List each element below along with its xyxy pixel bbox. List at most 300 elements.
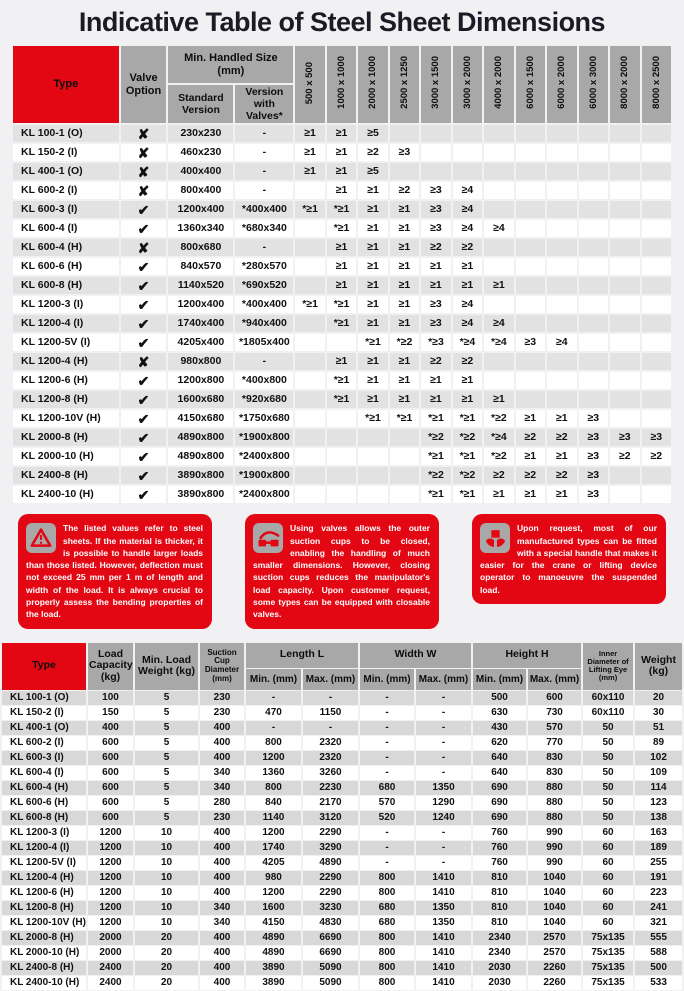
type-cell: KL 400-1 (O): [13, 163, 119, 180]
sheet-count-cell: [547, 144, 576, 161]
type-cell: KL 600-4 (H): [13, 239, 119, 256]
sheet-count-cell: [642, 296, 672, 313]
size-column-label: 3000 x 1500: [430, 56, 442, 110]
sheet-count-cell: [579, 277, 608, 294]
version-with-valves-cell: -: [235, 125, 293, 142]
spec-value-cell: 5: [135, 781, 198, 795]
spec-value-cell: 1040: [528, 916, 581, 930]
spec-value-cell: 600: [88, 736, 133, 750]
sheet-count-cell: ≥1: [358, 391, 387, 408]
sheet-count-cell: ≥1: [358, 182, 387, 199]
sheet-count-cell: [327, 467, 356, 484]
spec-value-cell: 800: [360, 931, 414, 945]
spec-value-cell: 20: [135, 961, 198, 975]
sheet-count-cell: *≥1: [327, 220, 356, 237]
spec-value-cell: 400: [200, 721, 244, 735]
sheet-count-cell: [327, 410, 356, 427]
spec-value-cell: 2000: [88, 946, 133, 960]
sheet-count-cell: ≥1: [390, 277, 419, 294]
sheet-count-cell: ≥1: [327, 182, 356, 199]
version-with-valves-cell: *1900x800: [235, 429, 293, 446]
sheet-count-cell: [484, 144, 513, 161]
sheet-count-cell: [579, 182, 608, 199]
spec-value-cell: 400: [200, 886, 244, 900]
version-with-valves-header: Version with Valves*: [235, 85, 293, 123]
spec-value-cell: 1240: [416, 811, 471, 825]
sheet-count-cell: [642, 239, 672, 256]
sheet-count-cell: [295, 239, 324, 256]
spec-value-cell: 1200: [88, 871, 133, 885]
spec-value-cell: 2170: [303, 796, 358, 810]
type-cell: KL 1200-10V (H): [2, 916, 86, 930]
type-cell: KL 600-4 (I): [13, 220, 119, 237]
sheet-count-cell: ≥3: [610, 429, 639, 446]
size-column-header: [484, 46, 513, 123]
sheet-count-cell: ≥3: [579, 467, 608, 484]
sheet-count-cell: [642, 467, 672, 484]
spec-value-cell: 50: [583, 721, 633, 735]
spec-value-cell: 2570: [528, 946, 581, 960]
spec-value-cell: 60: [583, 901, 633, 915]
table-row: [13, 144, 671, 161]
spec-value-cell: 830: [528, 751, 581, 765]
table-row: [2, 931, 682, 945]
sheet-count-cell: [516, 163, 545, 180]
size-column-header: [516, 46, 545, 123]
sheet-count-cell: ≥2: [516, 467, 545, 484]
valve-check-icon: ✔: [121, 201, 167, 218]
standard-version-cell: 230x230: [168, 125, 233, 142]
sheet-count-cell: [579, 315, 608, 332]
length-max-header: Max. (mm): [303, 669, 358, 690]
spec-value-cell: 5: [135, 706, 198, 720]
sheet-count-cell: [295, 258, 324, 275]
spec-value-cell: 114: [635, 781, 682, 795]
valve-check-icon: ✔: [121, 448, 167, 465]
sheet-count-cell: [642, 163, 672, 180]
sheet-count-cell: ≥3: [579, 410, 608, 427]
spec-value-cell: 20: [135, 946, 198, 960]
sheet-count-cell: ≥1: [358, 258, 387, 275]
spec-value-cell: 880: [528, 796, 581, 810]
size-column-label: 2000 x 1000: [367, 56, 379, 110]
spec-value-cell: 60: [583, 871, 633, 885]
spec-value-cell: 123: [635, 796, 682, 810]
type-cell: KL 2400-8 (H): [13, 467, 119, 484]
spec-value-cell: 400: [200, 946, 244, 960]
sheet-count-cell: ≥2: [453, 353, 482, 370]
version-with-valves-cell: *940x400: [235, 315, 293, 332]
sheet-count-cell: [610, 353, 639, 370]
sheet-count-cell: [484, 372, 513, 389]
spec-value-cell: -: [246, 691, 301, 705]
bottom-header-row-main: [2, 643, 682, 668]
sheet-count-cell: ≥4: [453, 201, 482, 218]
version-with-valves-cell: -: [235, 163, 293, 180]
sheet-count-cell: [358, 429, 387, 446]
sheet-count-cell: [642, 125, 672, 142]
top-table-body: [13, 125, 671, 503]
standard-version-cell: 1140x520: [168, 277, 233, 294]
spec-value-cell: 1200: [88, 826, 133, 840]
sheet-count-cell: [579, 239, 608, 256]
valve-check-icon: ✔: [121, 315, 167, 332]
type-cell: KL 100-1 (O): [2, 691, 86, 705]
sheet-count-cell: ≥1: [358, 296, 387, 313]
table-row: [13, 410, 671, 427]
sheet-count-cell: *≥1: [453, 448, 482, 465]
sheet-count-cell: [484, 296, 513, 313]
spec-value-cell: 75x135: [583, 931, 633, 945]
type-cell: KL 1200-4 (I): [2, 841, 86, 855]
sheet-count-cell: ≥1: [295, 163, 324, 180]
version-with-valves-cell: *920x680: [235, 391, 293, 408]
spec-value-cell: 75x135: [583, 976, 633, 990]
notes-row: [0, 514, 684, 629]
spec-value-cell: 600: [88, 811, 133, 825]
spec-value-cell: 1040: [528, 886, 581, 900]
width-group-header: Width W: [360, 643, 471, 668]
version-with-valves-cell: *400x800: [235, 372, 293, 389]
spec-value-cell: 600: [88, 751, 133, 765]
sheet-count-cell: [516, 258, 545, 275]
spec-value-cell: 109: [635, 766, 682, 780]
standard-version-cell: 1600x680: [168, 391, 233, 408]
sheet-count-cell: *≥2: [453, 467, 482, 484]
sheet-count-cell: [421, 163, 450, 180]
sheet-count-cell: *≥2: [390, 334, 419, 351]
bottom-table-body: [2, 691, 682, 990]
spec-value-cell: 800: [360, 976, 414, 990]
type-cell: KL 1200-10V (H): [13, 410, 119, 427]
spec-value-cell: 75x135: [583, 961, 633, 975]
type-cell: KL 100-1 (O): [13, 125, 119, 142]
spec-value-cell: 600: [88, 796, 133, 810]
sheet-count-cell: [610, 201, 639, 218]
sheet-count-cell: [295, 277, 324, 294]
spec-value-cell: -: [360, 691, 414, 705]
spec-value-cell: 60x110: [583, 691, 633, 705]
spec-value-cell: 800: [360, 871, 414, 885]
version-with-valves-cell: -: [235, 144, 293, 161]
sheet-count-cell: *≥3: [421, 334, 450, 351]
length-min-header: Min. (mm): [246, 669, 301, 690]
note-box-steel-sheets: [18, 514, 212, 629]
spec-value-cell: 430: [473, 721, 526, 735]
sheet-count-cell: ≥1: [484, 391, 513, 408]
table-row: [2, 871, 682, 885]
sheet-count-cell: [547, 125, 576, 142]
sheet-count-cell: [579, 258, 608, 275]
type-cell: KL 1200-8 (H): [13, 391, 119, 408]
spec-value-cell: 340: [200, 781, 244, 795]
spec-value-cell: 2260: [528, 976, 581, 990]
sheet-count-cell: [484, 258, 513, 275]
sheet-count-cell: [295, 182, 324, 199]
spec-value-cell: 400: [200, 961, 244, 975]
sheet-count-cell: [421, 144, 450, 161]
spec-value-cell: 321: [635, 916, 682, 930]
spec-value-cell: 570: [528, 721, 581, 735]
spec-value-cell: -: [416, 691, 471, 705]
sheet-count-cell: ≥1: [547, 448, 576, 465]
sheet-count-cell: [295, 334, 324, 351]
table-row: [2, 886, 682, 900]
spec-value-cell: 60: [583, 856, 633, 870]
table-row: [13, 353, 671, 370]
spec-value-cell: 800: [360, 946, 414, 960]
spec-value-cell: 880: [528, 781, 581, 795]
spec-value-cell: 2320: [303, 751, 358, 765]
spec-value-cell: 3260: [303, 766, 358, 780]
table-row: [13, 334, 671, 351]
spec-value-cell: 60: [583, 841, 633, 855]
version-with-valves-cell: -: [235, 239, 293, 256]
version-with-valves-cell: -: [235, 182, 293, 199]
sheet-count-cell: [642, 391, 672, 408]
sheet-count-cell: ≥1: [453, 258, 482, 275]
sheet-count-cell: ≥2: [547, 467, 576, 484]
table-row: [2, 766, 682, 780]
spec-value-cell: 2290: [303, 826, 358, 840]
sheet-count-cell: *≥1: [327, 315, 356, 332]
spec-value-cell: 800: [246, 736, 301, 750]
size-column-header: [390, 46, 419, 123]
type-cell: KL 1200-4 (I): [13, 315, 119, 332]
sheet-count-cell: ≥1: [358, 353, 387, 370]
spec-value-cell: 223: [635, 886, 682, 900]
sheet-count-cell: [327, 448, 356, 465]
sheet-count-cell: [295, 410, 324, 427]
spec-value-cell: 810: [473, 871, 526, 885]
sheet-count-cell: ≥1: [358, 220, 387, 237]
sheet-count-cell: ≥2: [453, 239, 482, 256]
sheet-count-cell: ≥1: [295, 144, 324, 161]
sheet-count-cell: [516, 220, 545, 237]
sheet-count-cell: *≥4: [484, 334, 513, 351]
table-row: [2, 961, 682, 975]
sheet-count-cell: [579, 220, 608, 237]
sheet-count-cell: ≥3: [421, 201, 450, 218]
spec-value-cell: 3230: [303, 901, 358, 915]
sheet-count-cell: [547, 201, 576, 218]
table-row: [13, 486, 671, 503]
sheet-count-cell: ≥1: [421, 277, 450, 294]
inner-diameter-header: Inner Diameter of Lifting Eye (mm): [583, 643, 633, 690]
spec-value-cell: 10: [135, 901, 198, 915]
spec-value-cell: 400: [200, 841, 244, 855]
sheet-count-cell: ≥1: [327, 163, 356, 180]
sheet-count-cell: [547, 372, 576, 389]
sheet-count-cell: [642, 353, 672, 370]
sheet-count-cell: ≥4: [453, 182, 482, 199]
sheet-count-cell: *≥2: [484, 410, 513, 427]
sheet-count-cell: *≥1: [358, 410, 387, 427]
standard-version-cell: 4890x800: [168, 448, 233, 465]
size-column-header: [421, 46, 450, 123]
sheet-count-cell: [358, 486, 387, 503]
spec-value-cell: 50: [583, 751, 633, 765]
spec-value-cell: 3120: [303, 811, 358, 825]
sheet-count-cell: [642, 372, 672, 389]
sheet-count-cell: ≥2: [610, 448, 639, 465]
sheet-count-cell: *≥1: [327, 201, 356, 218]
sheet-count-cell: [547, 220, 576, 237]
load-capacity-header: Load Capacity (kg): [88, 643, 133, 690]
spec-value-cell: 6690: [303, 946, 358, 960]
type-cell: KL 2000-8 (H): [2, 931, 86, 945]
sheet-count-cell: [453, 125, 482, 142]
sheet-count-cell: ≥1: [358, 315, 387, 332]
spec-value-cell: 10: [135, 841, 198, 855]
sheet-count-cell: [516, 391, 545, 408]
version-with-valves-cell: -: [235, 353, 293, 370]
sheet-count-cell: ≥1: [516, 486, 545, 503]
type-cell: KL 150-2 (I): [13, 144, 119, 161]
sheet-count-cell: [642, 182, 672, 199]
sheet-count-cell: ≥1: [453, 391, 482, 408]
sheet-count-cell: ≥1: [358, 239, 387, 256]
sheet-count-cell: ≥1: [516, 448, 545, 465]
spec-value-cell: -: [360, 826, 414, 840]
table-row: [13, 296, 671, 313]
sheet-count-cell: [516, 201, 545, 218]
spec-value-cell: 588: [635, 946, 682, 960]
spec-value-cell: 10: [135, 826, 198, 840]
spec-value-cell: 230: [200, 706, 244, 720]
sheet-count-cell: *≥1: [453, 410, 482, 427]
size-column-header: [547, 46, 576, 123]
spec-value-cell: 5: [135, 751, 198, 765]
sheet-count-cell: [484, 182, 513, 199]
spec-value-cell: 60: [583, 916, 633, 930]
sheet-count-cell: [484, 125, 513, 142]
sheet-count-cell: ≥1: [484, 486, 513, 503]
spec-value-cell: 1040: [528, 901, 581, 915]
sheet-count-cell: [610, 486, 639, 503]
type-cell: KL 2000-8 (H): [13, 429, 119, 446]
spec-value-cell: 620: [473, 736, 526, 750]
spec-value-cell: 1200: [246, 826, 301, 840]
sheet-count-cell: [579, 125, 608, 142]
sheet-count-cell: ≥5: [358, 163, 387, 180]
sheet-count-cell: [295, 315, 324, 332]
note-box-handle: [472, 514, 666, 604]
sheet-count-cell: [579, 334, 608, 351]
spec-value-cell: -: [360, 751, 414, 765]
table-row: [2, 796, 682, 810]
valve-check-icon: ✔: [121, 277, 167, 294]
spec-value-cell: 500: [635, 961, 682, 975]
sheet-count-cell: ≥1: [327, 125, 356, 142]
min-handled-size-header: Min. Handled Size (mm): [168, 46, 293, 83]
sheet-count-cell: [516, 182, 545, 199]
sheet-count-cell: [547, 353, 576, 370]
sheet-count-cell: ≥2: [421, 239, 450, 256]
spec-value-cell: 5: [135, 691, 198, 705]
height-max-header: Max. (mm): [528, 669, 581, 690]
spec-value-cell: 630: [473, 706, 526, 720]
sheet-count-cell: ≥2: [358, 144, 387, 161]
spec-value-cell: 533: [635, 976, 682, 990]
sheet-count-cell: [610, 144, 639, 161]
height-group-header: Height H: [473, 643, 581, 668]
spec-value-cell: 730: [528, 706, 581, 720]
sheet-count-cell: [390, 448, 419, 465]
sheet-count-cell: ≥1: [421, 258, 450, 275]
spec-value-cell: 2030: [473, 976, 526, 990]
spec-value-cell: 5: [135, 736, 198, 750]
sheet-count-cell: [547, 296, 576, 313]
type-cell: KL 400-1 (O): [2, 721, 86, 735]
sheet-count-cell: [516, 239, 545, 256]
type-cell: KL 1200-3 (I): [2, 826, 86, 840]
sheet-count-cell: [610, 239, 639, 256]
sheet-count-cell: [642, 144, 672, 161]
sheet-count-cell: [295, 429, 324, 446]
sheet-count-cell: [390, 429, 419, 446]
spec-value-cell: 1410: [416, 976, 471, 990]
sheet-count-cell: ≥3: [579, 429, 608, 446]
sheet-count-cell: ≥1: [390, 391, 419, 408]
sheet-count-cell: [484, 239, 513, 256]
sheet-count-cell: ≥1: [327, 239, 356, 256]
sheet-count-cell: [547, 315, 576, 332]
sheet-count-cell: ≥4: [453, 220, 482, 237]
spec-value-cell: 990: [528, 841, 581, 855]
sheet-count-cell: ≥1: [390, 296, 419, 313]
type-cell: KL 1200-8 (H): [2, 901, 86, 915]
sheet-count-cell: *≥2: [453, 429, 482, 446]
sheet-count-cell: *≥2: [421, 429, 450, 446]
spec-value-cell: 50: [583, 736, 633, 750]
version-with-valves-cell: *1900x800: [235, 467, 293, 484]
sheet-count-cell: [484, 163, 513, 180]
valve-check-icon: ✔: [121, 372, 167, 389]
type-cell: KL 600-2 (I): [2, 736, 86, 750]
spec-value-cell: 680: [360, 781, 414, 795]
sheet-count-cell: [516, 296, 545, 313]
valve-cross-icon: ✘: [121, 125, 167, 142]
table-row: [13, 163, 671, 180]
sheet-count-cell: [610, 182, 639, 199]
spec-value-cell: 690: [473, 796, 526, 810]
sheet-count-cell: [610, 258, 639, 275]
spec-value-cell: -: [416, 766, 471, 780]
spec-value-cell: 760: [473, 841, 526, 855]
sheet-count-cell: ≥1: [390, 315, 419, 332]
table-row: [13, 182, 671, 199]
standard-version-cell: 1740x400: [168, 315, 233, 332]
sheet-count-cell: [547, 163, 576, 180]
standard-version-cell: 460x230: [168, 144, 233, 161]
handle-with-care-icon: [480, 523, 510, 553]
warning-triangle-icon: [26, 523, 56, 553]
spec-value-cell: 1040: [528, 871, 581, 885]
spec-value-cell: 810: [473, 886, 526, 900]
type-cell: KL 2000-10 (H): [13, 448, 119, 465]
sheet-count-cell: [327, 486, 356, 503]
valve-check-icon: ✔: [121, 429, 167, 446]
table-row: [2, 976, 682, 990]
table-row: [13, 201, 671, 218]
sheet-count-cell: [295, 467, 324, 484]
type-cell: KL 600-4 (I): [2, 766, 86, 780]
spec-value-cell: 10: [135, 916, 198, 930]
valve-check-icon: ✔: [121, 220, 167, 237]
spec-value-cell: 400: [200, 826, 244, 840]
spec-value-cell: 3890: [246, 961, 301, 975]
